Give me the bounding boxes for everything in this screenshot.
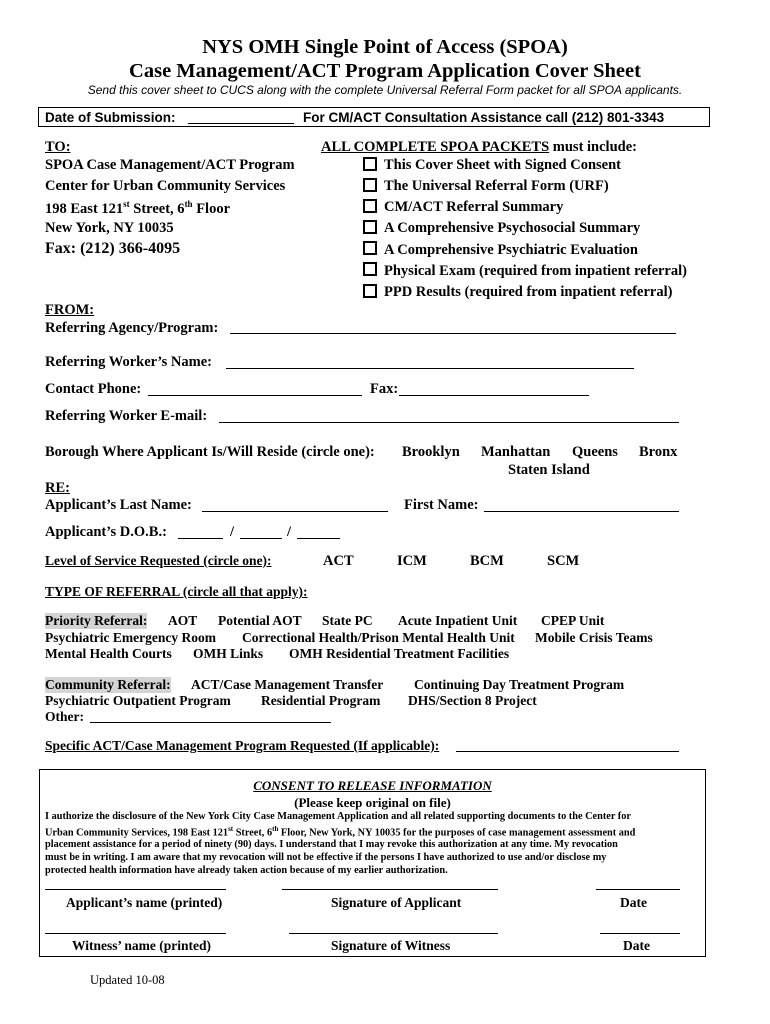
email-label: Referring Worker E-mail:	[45, 408, 208, 424]
consent-title: CONSENT TO RELEASE INFORMATION	[253, 778, 492, 793]
checkbox-urf[interactable]	[363, 178, 377, 192]
applicant-name-field[interactable]	[45, 889, 226, 890]
first-name-field[interactable]	[484, 511, 679, 512]
fax-field[interactable]	[399, 395, 589, 396]
updated-date: Updated 10-08	[90, 973, 165, 987]
witness-date-caption: Date	[623, 938, 650, 953]
to-line4: New York, NY 10035	[45, 220, 174, 236]
worker-name-label: Referring Worker’s Name:	[45, 354, 212, 370]
dob-day-field[interactable]	[240, 538, 282, 539]
to-line3: 198 East 121st Street, 6th Floor	[45, 199, 231, 217]
form-title-line1: NYS OMH Single Point of Access (SPOA)	[202, 36, 568, 58]
to-fax: Fax: (212) 366-4095	[45, 240, 181, 257]
consent-text-line3: placement assistance for a period of ninety (90) days. I understand that I may revoke this authorization at any time. My revocation	[45, 839, 618, 850]
community-option-day-treatment[interactable]: Continuing Day Treatment Program	[414, 677, 625, 692]
first-name-label: First Name:	[404, 497, 479, 513]
borough-label: Borough Where Applicant Is/Will Reside (circle one):	[45, 444, 375, 460]
priority-option-cpep[interactable]: CPEP Unit	[541, 613, 605, 628]
applicant-name-caption: Applicant’s name (printed)	[66, 895, 223, 910]
priority-option-aot[interactable]: AOT	[168, 613, 198, 628]
community-option-outpatient[interactable]: Psychiatric Outpatient Program	[45, 693, 231, 708]
checkbox-psychiatric-evaluation[interactable]	[363, 241, 377, 255]
priority-option-mh-courts[interactable]: Mental Health Courts	[45, 646, 172, 661]
borough-option-manhattan[interactable]: Manhattan	[481, 444, 551, 460]
witness-date-field[interactable]	[600, 933, 680, 934]
packet-heading: ALL COMPLETE SPOA PACKETS must include:	[321, 139, 637, 155]
to-line1: SPOA Case Management/ACT Program	[45, 157, 295, 173]
specific-program-label: Specific ACT/Case Management Program Requested (If applicable):	[45, 738, 440, 753]
packet-item-label: Physical Exam (required from inpatient referral)	[384, 263, 687, 279]
applicant-signature-field[interactable]	[282, 889, 498, 890]
borough-option-brooklyn[interactable]: Brooklyn	[402, 444, 460, 460]
applicant-date-caption: Date	[620, 895, 647, 910]
email-field[interactable]	[219, 422, 679, 423]
consent-text-line2: Urban Community Services, 198 East 121st Street, 6th Floor, New York, NY 10035 for the purposes of case management assessment and	[45, 825, 636, 839]
dob-month-field[interactable]	[178, 538, 223, 539]
checkbox-referral-summary[interactable]	[363, 199, 377, 213]
submission-date-field[interactable]	[188, 123, 294, 124]
priority-option-omh-links[interactable]: OMH Links	[193, 646, 264, 661]
consent-text-line5: protected health information have already taken action because of my earlier authorization.	[45, 865, 448, 876]
applicant-signature-caption: Signature of Applicant	[331, 895, 462, 910]
packet-item-label: A Comprehensive Psychosocial Summary	[384, 220, 641, 236]
applicant-date-field[interactable]	[596, 889, 680, 890]
last-name-field[interactable]	[202, 511, 388, 512]
consultation-phone: For CM/ACT Consultation Assistance call (212) 801-3343	[303, 110, 665, 125]
specific-program-field[interactable]	[456, 751, 679, 752]
borough-option-staten-island[interactable]: Staten Island	[508, 462, 590, 478]
consent-text-line1: I authorize the disclosure of the New York City Case Management Application and all related supporting documents to the Center for	[45, 811, 631, 822]
priority-option-omh-residential[interactable]: OMH Residential Treatment Facilities	[289, 646, 510, 661]
referral-type-label: TYPE OF REFERRAL (circle all that apply):	[45, 584, 308, 599]
dob-label: Applicant’s D.O.B.:	[45, 524, 167, 540]
checkbox-ppd-results[interactable]	[363, 284, 377, 298]
packet-item-label: PPD Results (required from inpatient referral)	[384, 284, 673, 300]
witness-signature-caption: Signature of Witness	[331, 938, 451, 953]
community-referral-label: Community Referral:	[45, 677, 171, 692]
checkbox-physical-exam[interactable]	[363, 262, 377, 276]
last-name-label: Applicant’s Last Name:	[45, 497, 192, 513]
service-option-icm[interactable]: ICM	[397, 553, 427, 569]
to-label: TO:	[45, 139, 71, 155]
submission-date-label: Date of Submission:	[45, 110, 176, 125]
priority-option-potential-aot[interactable]: Potential AOT	[218, 613, 302, 628]
service-option-scm[interactable]: SCM	[547, 553, 580, 569]
form-title-line2: Case Management/ACT Program Application Cover Sheet	[129, 60, 641, 82]
service-option-act[interactable]: ACT	[323, 553, 354, 569]
priority-option-mobile-crisis[interactable]: Mobile Crisis Teams	[535, 630, 653, 645]
priority-option-acute-inpatient[interactable]: Acute Inpatient Unit	[398, 613, 518, 628]
contact-phone-label: Contact Phone:	[45, 381, 142, 397]
borough-option-bronx[interactable]: Bronx	[639, 444, 678, 460]
fax-label: Fax:	[370, 381, 399, 397]
borough-option-queens[interactable]: Queens	[572, 444, 618, 460]
checkbox-psychosocial-summary[interactable]	[363, 220, 377, 234]
witness-signature-field[interactable]	[289, 933, 498, 934]
packet-item-label: This Cover Sheet with Signed Consent	[384, 157, 621, 173]
to-line2: Center for Urban Community Services	[45, 178, 286, 194]
consent-subtitle: (Please keep original on file)	[294, 795, 451, 810]
dob-year-field[interactable]	[297, 538, 340, 539]
agency-label: Referring Agency/Program:	[45, 320, 219, 336]
other-label: Other:	[45, 709, 84, 724]
community-option-act-transfer[interactable]: ACT/Case Management Transfer	[191, 677, 384, 692]
dob-separator: /	[287, 524, 292, 540]
packet-item-label: The Universal Referral Form (URF)	[384, 178, 609, 194]
from-label: FROM:	[45, 302, 95, 318]
form-instruction: Send this cover sheet to CUCS along with the complete Universal Referral Form packet for all SPOA applicants.	[87, 83, 683, 97]
priority-referral-label: Priority Referral:	[45, 613, 148, 628]
priority-option-psych-er[interactable]: Psychiatric Emergency Room	[45, 630, 216, 645]
priority-option-state-pc[interactable]: State PC	[322, 613, 373, 628]
priority-option-correctional[interactable]: Correctional Health/Prison Mental Health Unit	[242, 630, 515, 645]
community-option-dhs-section8[interactable]: DHS/Section 8 Project	[408, 693, 537, 708]
witness-name-field[interactable]	[45, 933, 226, 934]
consent-text-line4: must be in writing. I am aware that my revocation will not be effective if the persons I have authorized to use and/or disclose my	[45, 852, 607, 863]
service-option-bcm[interactable]: BCM	[470, 553, 504, 569]
worker-name-field[interactable]	[226, 368, 634, 369]
dob-separator: /	[230, 524, 235, 540]
agency-field[interactable]	[230, 333, 676, 334]
checkbox-cover-sheet[interactable]	[363, 157, 377, 171]
contact-phone-field[interactable]	[148, 395, 362, 396]
community-option-residential[interactable]: Residential Program	[261, 693, 381, 708]
re-label: RE:	[45, 480, 70, 496]
packet-item-label: A Comprehensive Psychiatric Evaluation	[384, 242, 638, 258]
packet-item-label: CM/ACT Referral Summary	[384, 199, 564, 215]
witness-name-caption: Witness’ name (printed)	[72, 938, 211, 953]
other-field[interactable]	[90, 722, 331, 723]
service-level-label: Level of Service Requested (circle one):	[45, 553, 272, 568]
